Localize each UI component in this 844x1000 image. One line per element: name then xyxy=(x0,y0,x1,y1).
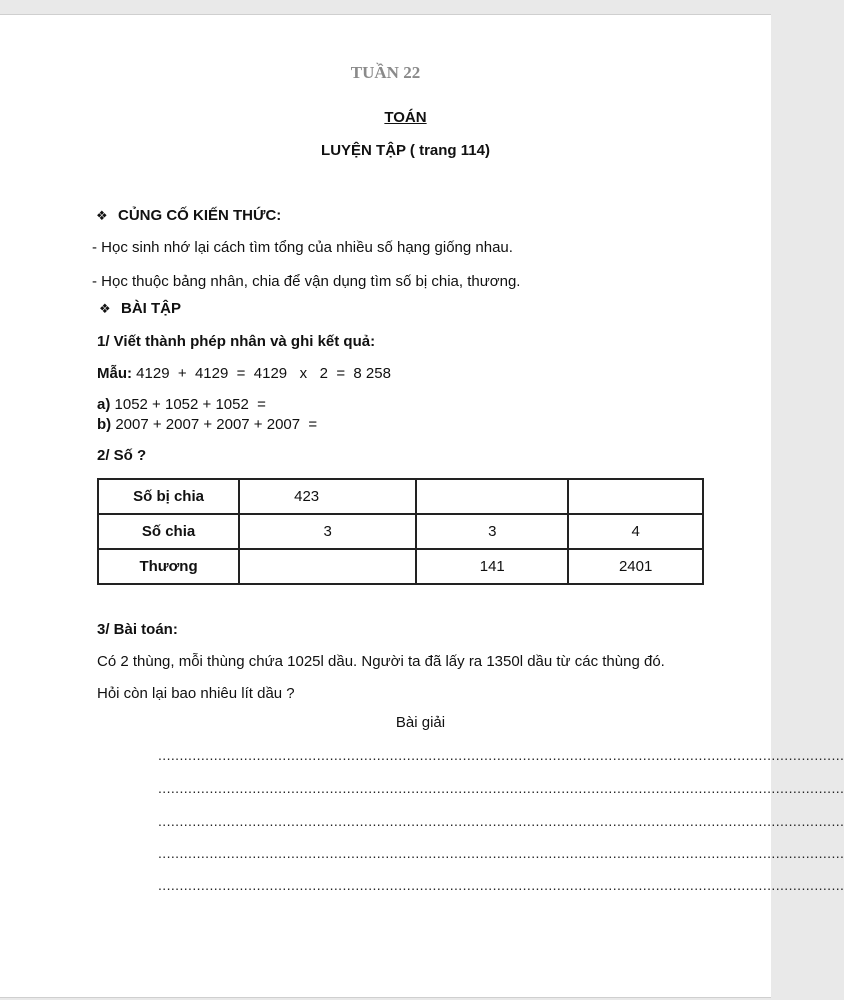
table-cell[interactable] xyxy=(416,479,568,514)
table-cell[interactable]: 4 xyxy=(568,514,703,549)
item-text: 2007 + 2007 + 2007 + 2007 = xyxy=(111,416,318,433)
answer-line[interactable]: ................................................................................................................................................................ xyxy=(158,780,844,796)
table-cell[interactable] xyxy=(239,549,416,584)
table-row xyxy=(98,549,703,584)
answer-line[interactable]: ................................................................................................................................................................ xyxy=(158,813,844,829)
table-cell[interactable]: 141 xyxy=(416,549,568,584)
diamond-bullet-icon: ❖ xyxy=(96,208,108,223)
example-text: 4129 + 4129 = 4129 x 2 = 8 258 xyxy=(132,365,391,382)
exercise-1-item-a xyxy=(97,396,266,413)
diamond-bullet-icon: ❖ xyxy=(99,301,111,316)
answer-line[interactable]: ................................................................................................................................................................ xyxy=(158,845,844,861)
table-cell[interactable]: 423 xyxy=(239,479,416,514)
table-cell[interactable]: 2401 xyxy=(568,549,703,584)
answer-line[interactable]: ................................................................................................................................................................ xyxy=(158,877,844,893)
exercise-3-title: 3/ Bài toán: xyxy=(97,621,178,638)
table-cell[interactable] xyxy=(568,479,703,514)
exercise-1-item-b xyxy=(97,416,317,433)
item-label: b) xyxy=(97,416,112,433)
problem-line-2: Hỏi còn lại bao nhiêu lít dầu ? xyxy=(97,685,295,702)
table-cell[interactable]: 3 xyxy=(416,514,568,549)
worksheet-page xyxy=(0,14,844,998)
row-label: Số chia xyxy=(98,514,239,549)
exercises-heading-text: BÀI TẬP xyxy=(121,300,181,317)
table-cell[interactable]: 3 xyxy=(239,514,416,549)
division-table xyxy=(97,478,704,585)
item-text: 1052 + 1052 + 1052 = xyxy=(110,396,266,413)
review-point-1: - Học sinh nhớ lại cách tìm tổng của nhiều số hạng giống nhau. xyxy=(92,239,513,256)
exercise-1-example xyxy=(97,365,391,382)
item-label: a) xyxy=(97,396,111,413)
review-point-2: - Học thuộc bảng nhân, chia để vận dụng tìm số bị chia, thương. xyxy=(92,273,521,290)
exercise-1-title: 1/ Viết thành phép nhân và ghi kết quả: xyxy=(97,333,376,350)
review-heading xyxy=(96,207,281,224)
solution-label: Bài giải xyxy=(395,714,446,731)
table-row xyxy=(98,479,703,514)
problem-line-1: Có 2 thùng, mỗi thùng chứa 1025l dầu. Người ta đã lấy ra 1350l dầu từ các thùng đó. xyxy=(97,653,665,670)
lesson-title: LUYỆN TẬP ( trang 114) xyxy=(321,142,490,159)
exercise-2-title: 2/ Số ? xyxy=(97,447,147,464)
example-label: Mẫu: xyxy=(97,365,132,382)
subject-title xyxy=(0,109,811,126)
table-row xyxy=(98,514,703,549)
exercises-heading xyxy=(99,300,181,317)
review-heading-text: CỦNG CỐ KIẾN THỨC: xyxy=(118,207,282,224)
subject-text: TOÁN xyxy=(384,109,427,126)
week-title: TUẦN 22 xyxy=(350,63,421,82)
answer-line[interactable]: ................................................................................................................................................................ xyxy=(158,747,844,763)
row-label: Thương xyxy=(98,549,239,584)
row-label: Số bị chia xyxy=(98,479,239,514)
